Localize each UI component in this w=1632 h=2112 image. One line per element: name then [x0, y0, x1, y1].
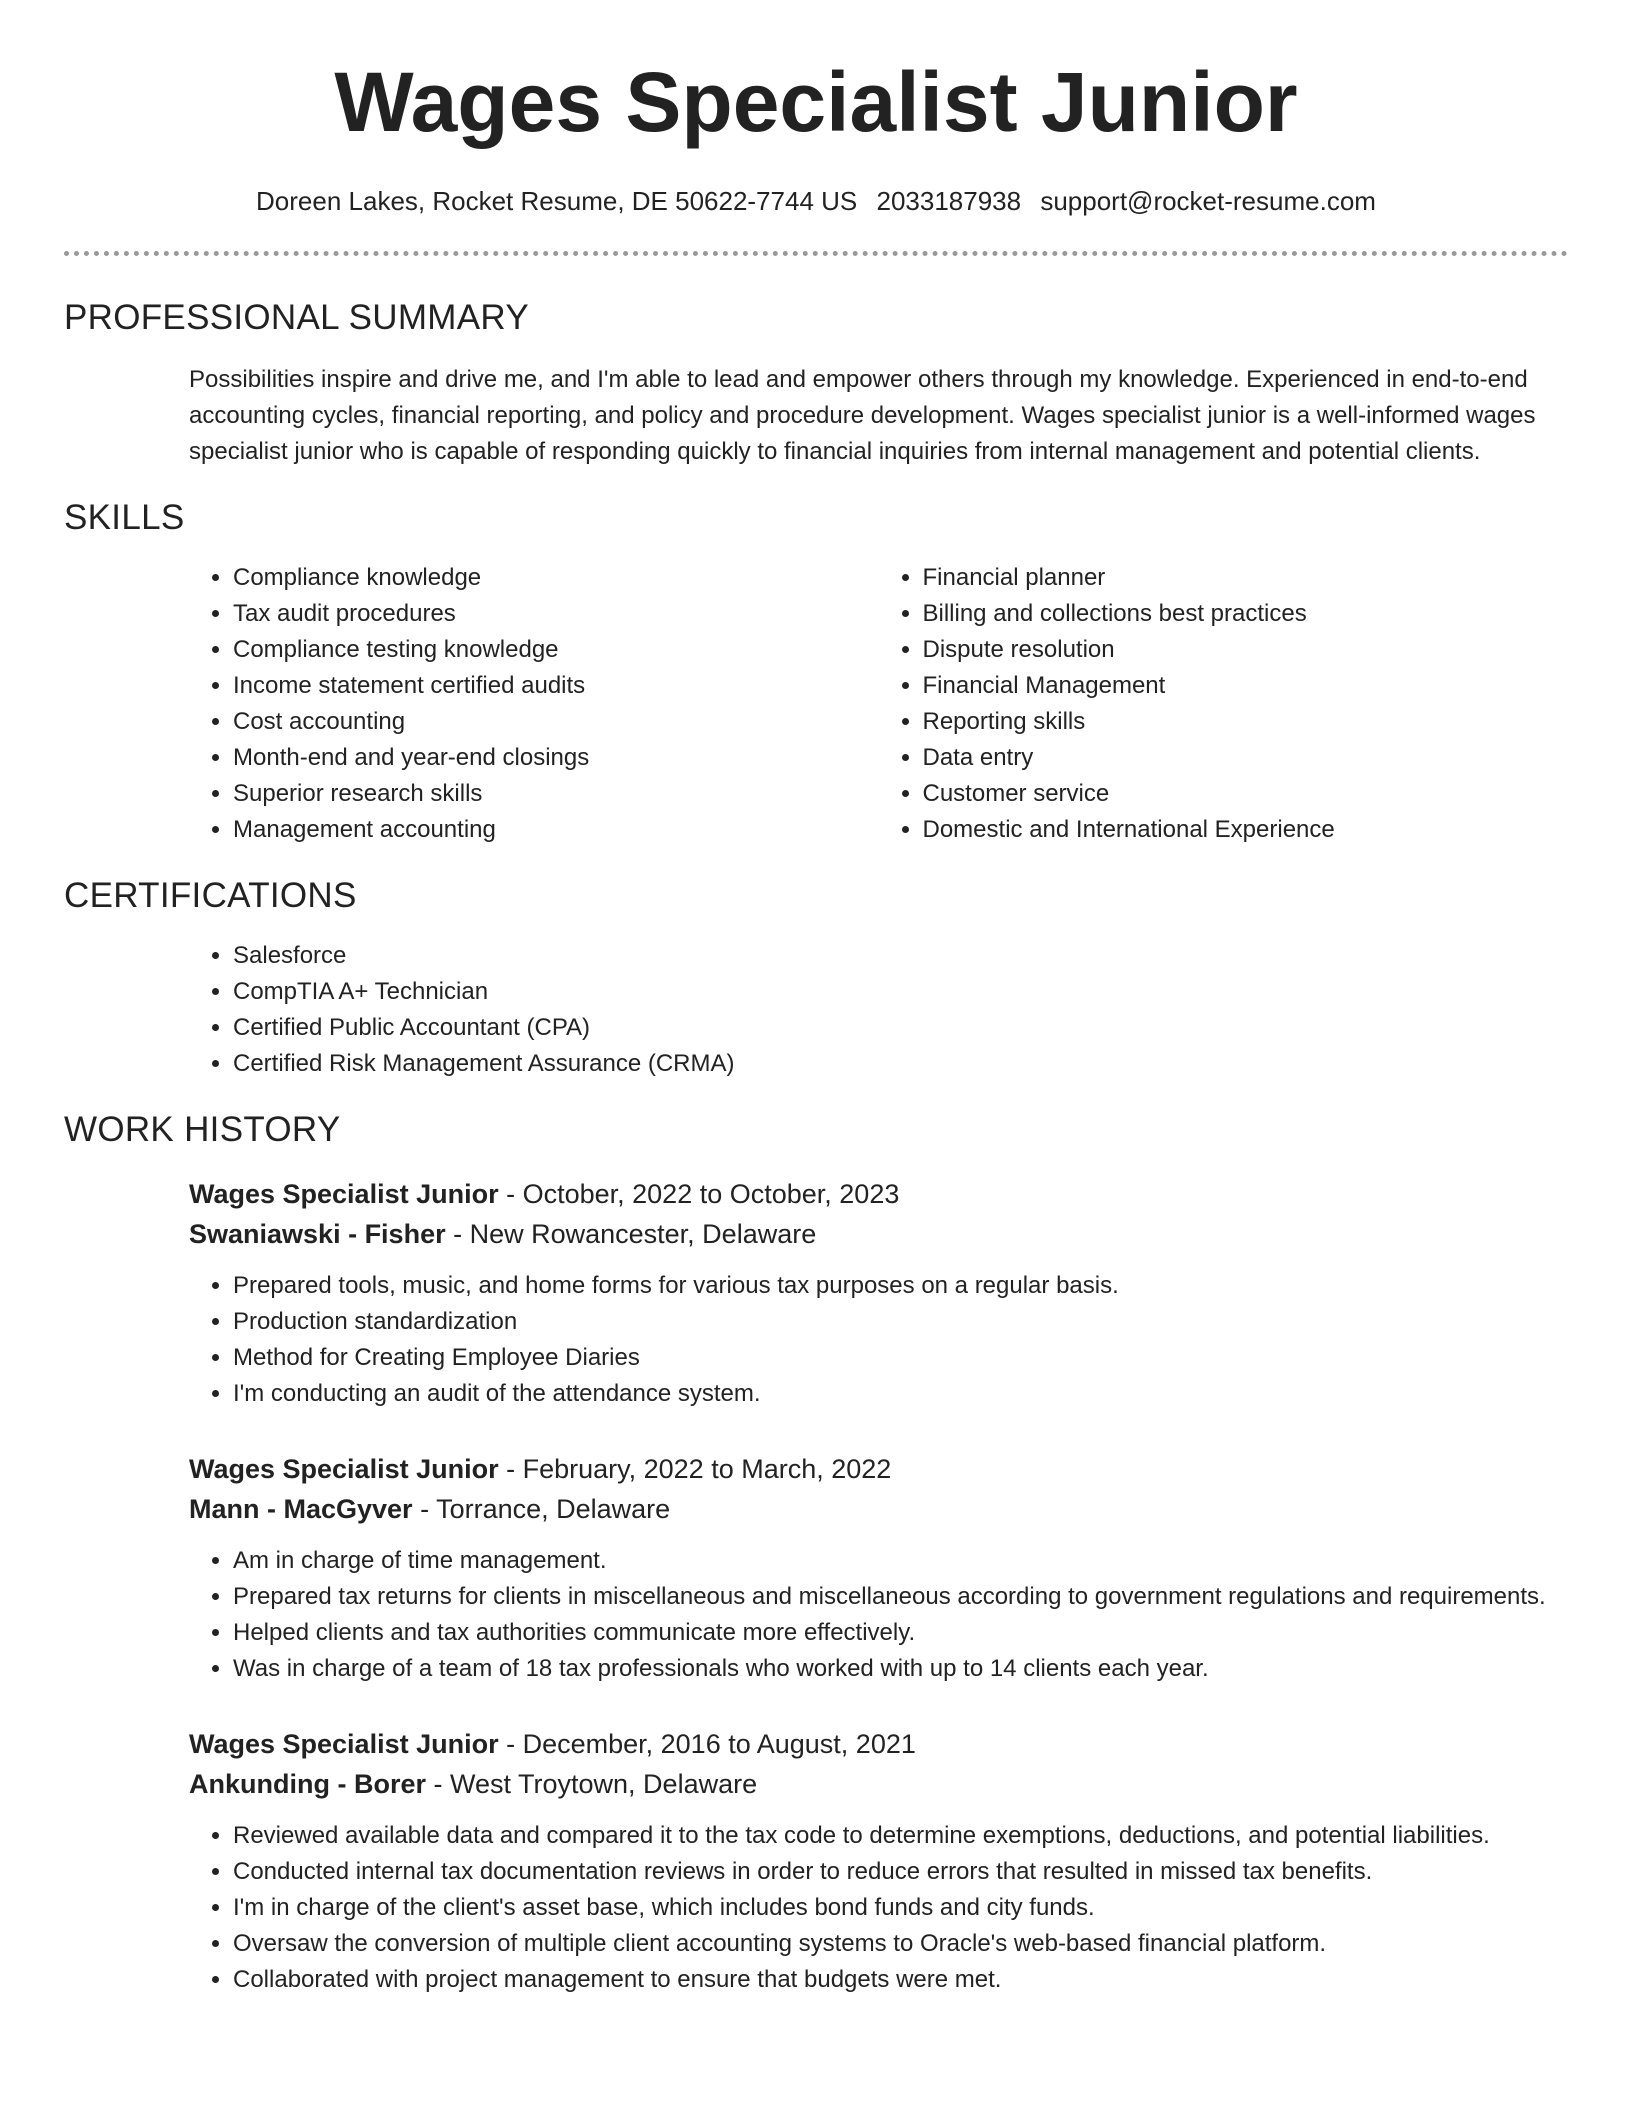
job-location: - New Rowancester, Delaware	[445, 1219, 817, 1249]
work-section	[64, 1108, 1568, 1998]
job-bullet-list	[189, 1818, 1568, 1998]
job-bullet: • Am in charge of time management.	[233, 1543, 1568, 1579]
job-bullet: • I'm conducting an audit of the attendance system.	[233, 1376, 1568, 1412]
job-title-line	[189, 1174, 1568, 1214]
skill-item: • Domestic and International Experience	[923, 812, 1569, 848]
contact-address: Doreen Lakes, Rocket Resume, DE 50622-7744 US	[256, 186, 858, 216]
skills-left-list	[189, 560, 879, 848]
job-title-line	[189, 1449, 1568, 1489]
skill-item: • Cost accounting	[233, 704, 879, 740]
certifications-section	[64, 874, 1568, 1082]
skills-columns	[189, 560, 1568, 848]
skills-section	[64, 496, 1568, 848]
job-bullet-list	[189, 1543, 1568, 1687]
candidate-name: Wages Specialist Junior	[334, 55, 1298, 149]
contact-email: support@rocket-resume.com	[1040, 186, 1376, 216]
skill-item: • Dispute resolution	[923, 632, 1569, 668]
job-bullet: • Prepared tax returns for clients in miscellaneous and miscellaneous according to government regulations and requirements.	[233, 1579, 1568, 1615]
job-bullet: • Reviewed available data and compared it to the tax code to determine exemptions, deductions, and potential liabilities.	[233, 1818, 1568, 1854]
contact-phone: 2033187938	[876, 186, 1022, 216]
certifications-body	[64, 938, 1568, 1082]
job-company: Mann - MacGyver	[189, 1494, 413, 1524]
skill-item: • Compliance knowledge	[233, 560, 879, 596]
skill-item: • Billing and collections best practices	[923, 596, 1569, 632]
summary-section	[64, 296, 1568, 470]
skill-item: • Data entry	[923, 740, 1569, 776]
job-company: Swaniawski - Fisher	[189, 1219, 446, 1249]
skill-item: • Customer service	[923, 776, 1569, 812]
work-body	[64, 1174, 1568, 1998]
job-bullet: • I'm in charge of the client's asset base, which includes bond funds and city funds.	[233, 1890, 1568, 1926]
header-divider	[64, 251, 1568, 256]
resume-header	[64, 0, 1568, 256]
certifications-title: CERTIFICATIONS	[64, 876, 357, 915]
skill-item: • Reporting skills	[923, 704, 1569, 740]
certification-item: • Certified Public Accountant (CPA)	[233, 1010, 1568, 1046]
job-title: Wages Specialist Junior	[189, 1179, 499, 1209]
job-bullet: • Was in charge of a team of 18 tax professionals who worked with up to 14 clients each year.	[233, 1651, 1568, 1687]
skill-item: • Management accounting	[233, 812, 879, 848]
job-bullet: • Oversaw the conversion of multiple client accounting systems to Oracle's web-based financial platform.	[233, 1926, 1568, 1962]
job-bullet: • Method for Creating Employee Diaries	[233, 1340, 1568, 1376]
job-location: - Torrance, Delaware	[412, 1494, 671, 1524]
job-bullet: • Conducted internal tax documentation reviews in order to reduce errors that resulted in missed tax benefits.	[233, 1854, 1568, 1890]
skill-item: • Superior research skills	[233, 776, 879, 812]
skill-item: • Financial Management	[923, 668, 1569, 704]
job-company-line	[189, 1214, 1568, 1254]
job-title: Wages Specialist Junior	[189, 1729, 499, 1759]
job-dates: - December, 2016 to August, 2021	[498, 1729, 916, 1759]
summary-body	[64, 362, 1568, 470]
job-company-line	[189, 1764, 1568, 1804]
work-title: WORK HISTORY	[64, 1110, 341, 1149]
certification-item: • CompTIA A+ Technician	[233, 974, 1568, 1010]
skill-item: • Financial planner	[923, 560, 1569, 596]
skills-title: SKILLS	[64, 498, 185, 537]
job-location: - West Troytown, Delaware	[426, 1769, 758, 1799]
job-entry	[189, 1724, 1568, 1998]
skill-item: • Income statement certified audits	[233, 668, 879, 704]
certification-item: • Certified Risk Management Assurance (CRMA)	[233, 1046, 1568, 1082]
certifications-list	[189, 938, 1568, 1082]
skills-right-list	[879, 560, 1569, 848]
job-title: Wages Specialist Junior	[189, 1454, 499, 1484]
summary-text: Possibilities inspire and drive me, and I'm able to lead and empower others through my knowledge. Experienced in end-to-end accounting cycles, financial reporting, and policy and procedure development. Wages specialist junior is a well-informed wages specialist junior who is capable of responding quickly to financial inquiries from internal management and potential clients.	[189, 366, 1536, 465]
job-title-line	[189, 1724, 1568, 1764]
job-bullet: • Prepared tools, music, and home forms for various tax purposes on a regular basis.	[233, 1268, 1568, 1304]
job-bullet-list	[189, 1268, 1568, 1412]
contact-line	[64, 184, 1568, 218]
certification-item: • Salesforce	[233, 938, 1568, 974]
job-dates: - February, 2022 to March, 2022	[498, 1454, 892, 1484]
job-company: Ankunding - Borer	[189, 1769, 426, 1799]
summary-title: PROFESSIONAL SUMMARY	[64, 298, 529, 337]
job-bullet: • Production standardization	[233, 1304, 1568, 1340]
skills-body	[64, 560, 1568, 848]
job-company-line	[189, 1489, 1568, 1529]
job-bullet: • Helped clients and tax authorities communicate more effectively.	[233, 1615, 1568, 1651]
skill-item: • Tax audit procedures	[233, 596, 879, 632]
job-dates: - October, 2022 to October, 2023	[498, 1179, 900, 1209]
job-bullet: • Collaborated with project management to ensure that budgets were met.	[233, 1962, 1568, 1998]
skill-item: • Compliance testing knowledge	[233, 632, 879, 668]
skill-item: • Month-end and year-end closings	[233, 740, 879, 776]
job-entry	[189, 1174, 1568, 1412]
job-entry	[189, 1449, 1568, 1687]
